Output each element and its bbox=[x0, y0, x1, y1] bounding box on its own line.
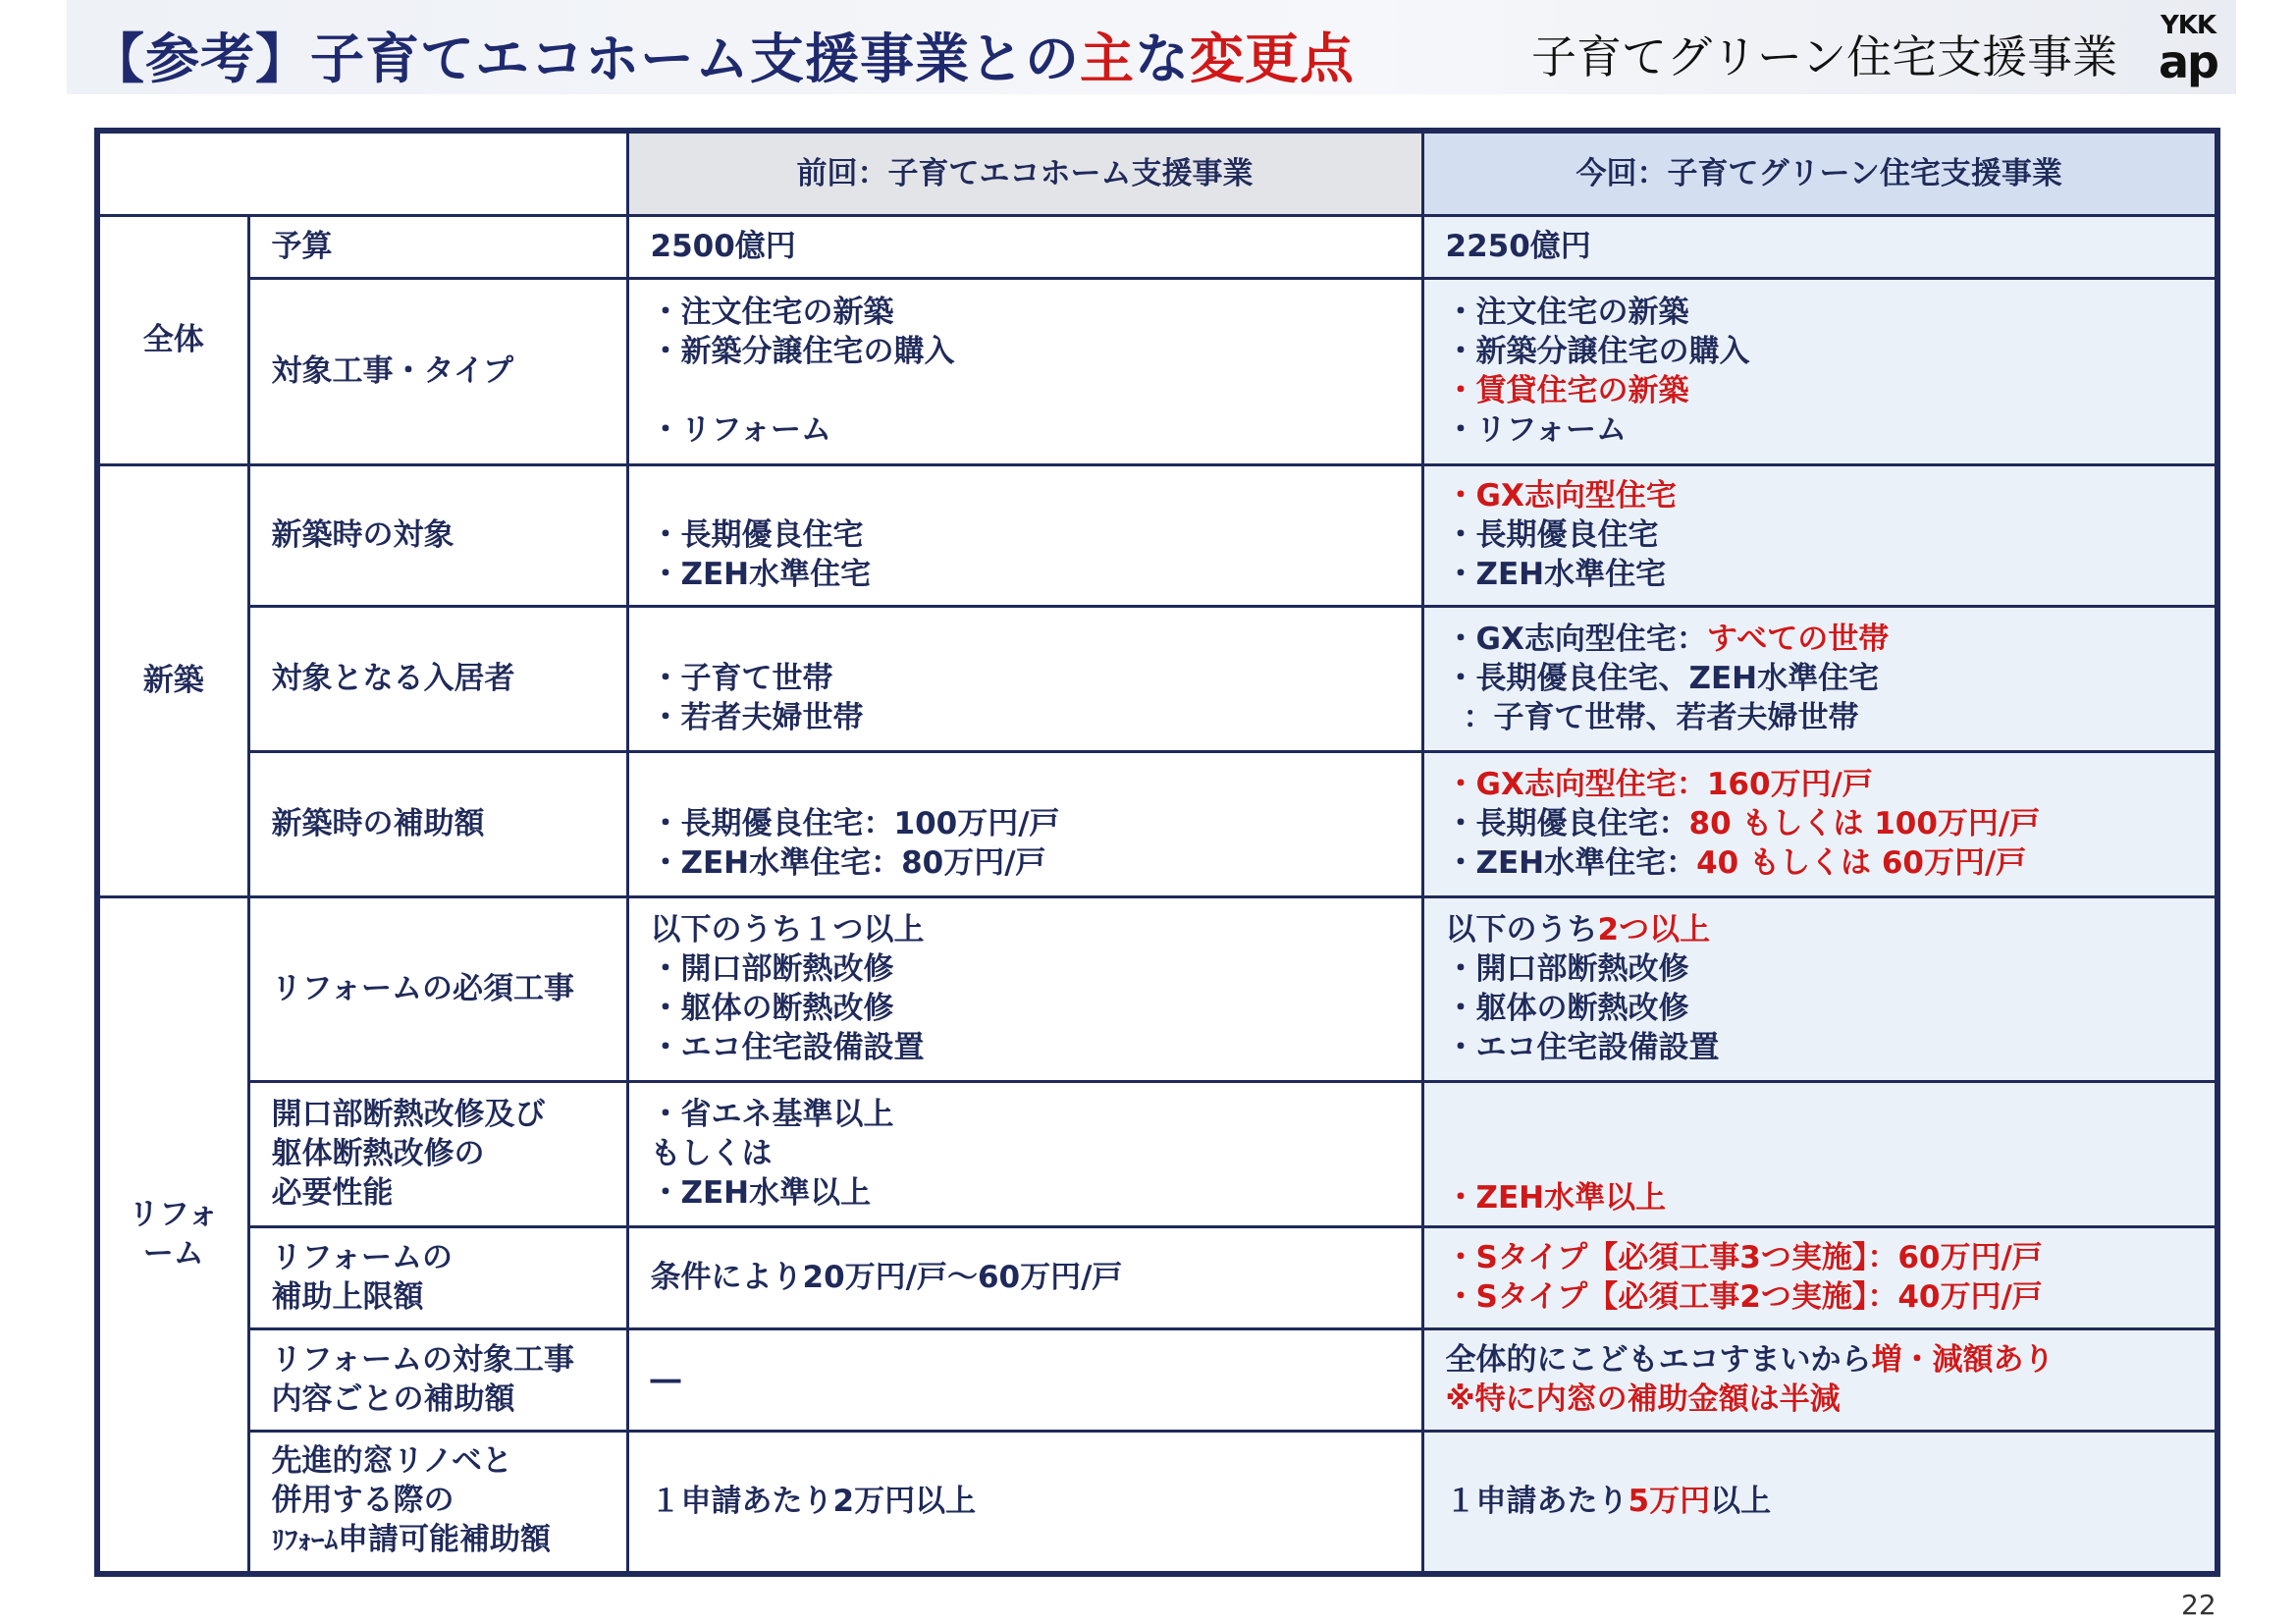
residents-previous: ・子育て世帯 ・若者夫婦世帯 bbox=[627, 606, 1422, 751]
category-new-build: 新築 bbox=[97, 464, 248, 896]
column-header-current: 今回：子育てグリーン住宅支援事業 bbox=[1422, 131, 2217, 215]
row-label-per-work: リフォームの対象工事 内容ごとの補助額 bbox=[248, 1328, 627, 1431]
table-row-new-target bbox=[97, 464, 2217, 606]
reform-required-current: 以下のうち2つ以上 ・開口部断熱改修 ・躯体の断熱改修 ・エコ住宅設備設置 bbox=[1422, 896, 2217, 1081]
residents-current: ・GX志向型住宅：すべての世帯 ・長期優良住宅、ZEH水準住宅 ：子育て世帯、若者夫婦世帯 bbox=[1422, 606, 2217, 751]
new-target-current: ・GX志向型住宅 ・長期優良住宅 ・ZEH水準住宅 bbox=[1422, 464, 2217, 606]
row-label-new-subsidy: 新築時の補助額 bbox=[248, 751, 627, 896]
target-type-current: ・注文住宅の新築 ・新築分譲住宅の購入 ・賃貸住宅の新築 ・リフォーム bbox=[1422, 278, 2217, 464]
table-row-residents bbox=[97, 606, 2217, 751]
table-row-target-type bbox=[97, 278, 2217, 464]
column-header-previous: 前回：子育てエコホーム支援事業 bbox=[627, 131, 1422, 215]
category-all: 全体 bbox=[97, 215, 248, 464]
table-row-reform-cap bbox=[97, 1226, 2217, 1328]
new-target-previous: ・長期優良住宅 ・ZEH水準住宅 bbox=[627, 464, 1422, 606]
per-work-previous: ― bbox=[627, 1328, 1422, 1431]
performance-current: ・ZEH水準以上 bbox=[1422, 1081, 2217, 1226]
table-row-window bbox=[97, 1431, 2217, 1574]
per-work-current: 全体的にこどもエコすまいから増・減額あり ※特に内窓の補助金額は半減 bbox=[1422, 1328, 2217, 1431]
comparison-table bbox=[94, 128, 2220, 1577]
row-label-performance: 開口部断熱改修及び 躯体断熱改修の 必要性能 bbox=[248, 1081, 627, 1226]
new-subsidy-current: ・GX志向型住宅：160万円/戸 ・長期優良住宅：80 もしくは 100万円/戸 ・ZEH水準住宅：40 もしくは 60万円/戸 bbox=[1422, 751, 2217, 896]
page-number: 22 bbox=[2181, 1589, 2216, 1621]
table-row-budget bbox=[97, 215, 2217, 278]
row-label-reform-required: リフォームの必須工事 bbox=[248, 896, 627, 1081]
target-type-previous: ・注文住宅の新築 ・新築分譲住宅の購入 ・リフォーム bbox=[627, 278, 1422, 464]
reform-cap-current: ・Sタイプ【必須工事3つ実施】：60万円/戸 ・Sタイプ【必須工事2つ実施】：40万円/戸 bbox=[1422, 1226, 2217, 1328]
row-label-residents: 対象となる入居者 bbox=[248, 606, 627, 751]
row-label-window: 先進的窓リノベと 併用する際の ﾘﾌｫｰﾑ申請可能補助額 bbox=[248, 1431, 627, 1574]
reform-cap-previous: 条件により20万円/戸～60万円/戸 bbox=[627, 1226, 1422, 1328]
new-subsidy-previous: ・長期優良住宅：100万円/戸 ・ZEH水準住宅：80万円/戸 bbox=[627, 751, 1422, 896]
window-previous: １申請あたり2万円以上 bbox=[627, 1431, 1422, 1574]
table-row-reform-required bbox=[97, 896, 2217, 1081]
row-label-reform-cap: リフォームの 補助上限額 bbox=[248, 1226, 627, 1328]
table-row-per-work bbox=[97, 1328, 2217, 1431]
table-header-row bbox=[97, 131, 2217, 215]
row-label-budget: 予算 bbox=[248, 215, 627, 278]
performance-previous: ・省エネ基準以上 もしくは ・ZEH水準以上 bbox=[627, 1081, 1422, 1226]
program-name: 子育てグリーン住宅支援事業 bbox=[1531, 30, 2118, 83]
budget-previous: 2500億円 bbox=[627, 215, 1422, 278]
table-row-performance bbox=[97, 1081, 2217, 1226]
window-current: １申請あたり5万円以上 bbox=[1422, 1431, 2217, 1574]
page-title: 【参考】子育てエコホーム支援事業との主な変更点 bbox=[90, 27, 1356, 90]
category-reform: リフォーム bbox=[97, 896, 248, 1574]
reform-required-previous: 以下のうち１つ以上 ・開口部断熱改修 ・躯体の断熱改修 ・エコ住宅設備設置 bbox=[627, 896, 1422, 1081]
ykk-ap-logo: YKK ap bbox=[2159, 11, 2217, 88]
row-label-new-target: 新築時の対象 bbox=[248, 464, 627, 606]
budget-current: 2250億円 bbox=[1422, 215, 2217, 278]
row-label-target-type: 対象工事・タイプ bbox=[248, 278, 627, 464]
header-blank-cell bbox=[97, 131, 627, 215]
table-row-new-subsidy bbox=[97, 751, 2217, 896]
